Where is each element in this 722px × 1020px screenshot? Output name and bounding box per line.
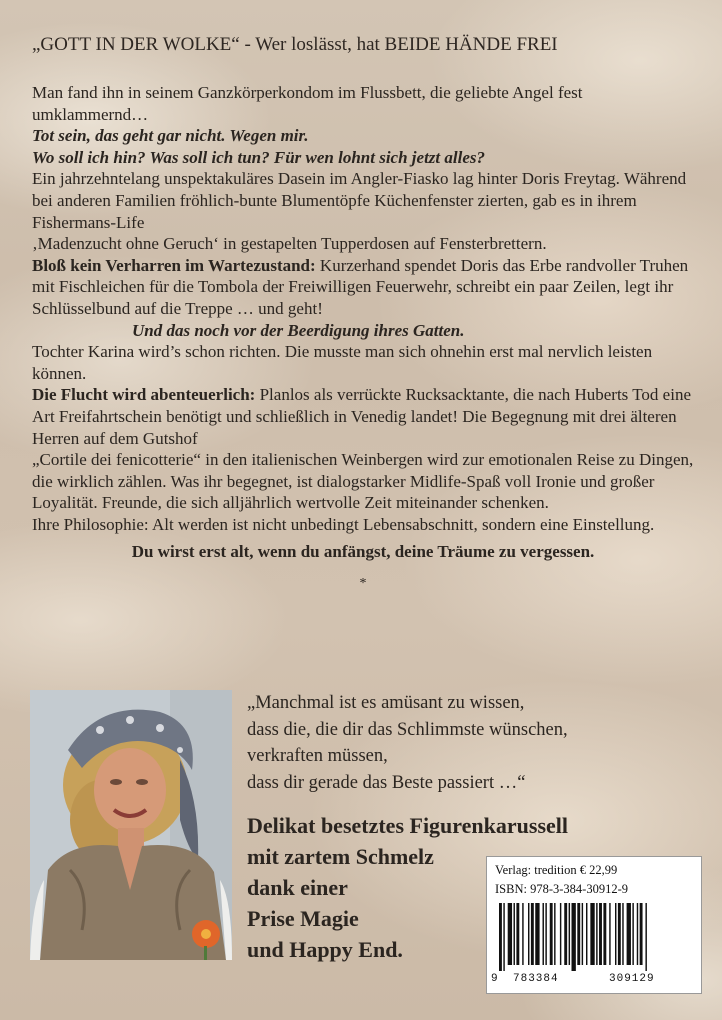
blurb-paragraph-7b: „Cortile dei fenicotterie“ in den italienischen Weinbergen wird zur emotionalen Reise zu Dingen, die wirklich zählen. Was ihr begegnet, ist dialogstarker Midlife-Spaß voll Ironie und großer Loyalität. Freunde, die sich alljährlich wertvolle Zeit miteinander schenken. — [32, 450, 694, 513]
publisher-price: Verlag: tredition € 22,99 — [495, 863, 618, 877]
blurb-text — [32, 82, 694, 595]
barcode-digit-lead: 9 — [491, 973, 499, 985]
quote-line: „Manchmal ist es amüsant zu wissen, — [247, 693, 525, 713]
barcode-digit-group-2: 309129 — [609, 973, 655, 985]
blurb-paragraph-8: Ihre Philosophie: Alt werden ist nicht unbedingt Lebensabschnitt, sondern eine Einstellung. — [32, 514, 655, 534]
blurb-emphasis: Und das noch vor der Beerdigung ihres Gatten. — [132, 320, 465, 340]
blurb-quote-line-1: Tot sein, das geht gar nicht. Wegen mir. — [32, 126, 309, 146]
isbn-number: ISBN: 978-3-384-30912-9 — [495, 882, 628, 896]
blurb-paragraph-4-rest: Kurzerhand spendet Doris das Erbe randvoller Truhen mit Fischleichen für die Tombola der Freiwilligen Feuerwehr, schreibt ein paar Zeilen, legt ihr Schlüsselbund auf die Treppe … und geht! — [32, 255, 689, 318]
blurb-motto: Du wirst erst alt, wenn du anfängst, deine Träume zu vergessen. — [131, 542, 595, 562]
isbn-barcode-box — [486, 856, 702, 994]
section-separator: * — [359, 576, 367, 592]
blurb-paragraph-1: Man fand ihn in seinem Ganzkörperkondom im Flussbett, die geliebte Angel fest umklammernd… — [32, 83, 583, 124]
tagline-line: dank einer — [247, 875, 348, 900]
tagline-line: Delikat besetztes Figurenkarussell — [247, 813, 569, 838]
blurb-paragraph-7-rest: Planlos als verrückte Rucksacktante, die nach Huberts Tod eine Art Freifahrtschein benötigt und schließlich in Venedig landet! Die Begegnung mit drei älteren Herren auf dem Gutshof — [32, 385, 691, 448]
blurb-lead-bold-1: Bloß kein Verharren im Wartezustand: — [32, 255, 316, 275]
barcode-bars — [497, 903, 691, 971]
blurb-quote-line-2: Wo soll ich hin? Was soll ich tun? Für wen lohnt sich jetzt alles? — [32, 147, 485, 167]
tagline-line: und Happy End. — [247, 937, 403, 962]
barcode-digit-group-1: 783384 — [513, 973, 559, 985]
quote-line: verkraften müssen, — [247, 746, 388, 766]
blurb-lead-bold-2: Die Flucht wird abenteuerlich: — [32, 385, 256, 405]
blurb-paragraph-7 — [32, 384, 694, 449]
author-photo — [30, 690, 232, 960]
author-quote — [247, 690, 687, 796]
tagline-line: Prise Magie — [247, 906, 359, 931]
blurb-paragraph-3b: ‚Madenzucht ohne Geruch‘ in gestapelten Tupperdosen auf Fensterbrettern. — [32, 234, 547, 254]
blurb-paragraph-3a: Ein jahrzehntelang unspektakuläres Dasein im Angler-Fiasko lag hinter Doris Freytag. Während bei anderen Familien fröhlich-bunte Blumentöpfe Küchenfenster zierten, gab es in ihrem Fishermans-Life — [32, 169, 687, 232]
back-cover-heading: „GOTT IN DER WOLKE“ - Wer loslässt, hat BEIDE HÄNDE FREI — [32, 34, 558, 55]
tagline-line: mit zartem Schmelz — [247, 844, 434, 869]
quote-line: dass dir gerade das Beste passiert …“ — [247, 772, 526, 793]
blurb-paragraph-6: Tochter Karina wird’s schon richten. Die musste man sich ohnehin erst mal nervlich leisten können. — [32, 342, 653, 383]
quote-line: dass die, die dir das Schlimmste wünschen, — [247, 719, 568, 740]
blurb-paragraph-4 — [32, 255, 694, 320]
